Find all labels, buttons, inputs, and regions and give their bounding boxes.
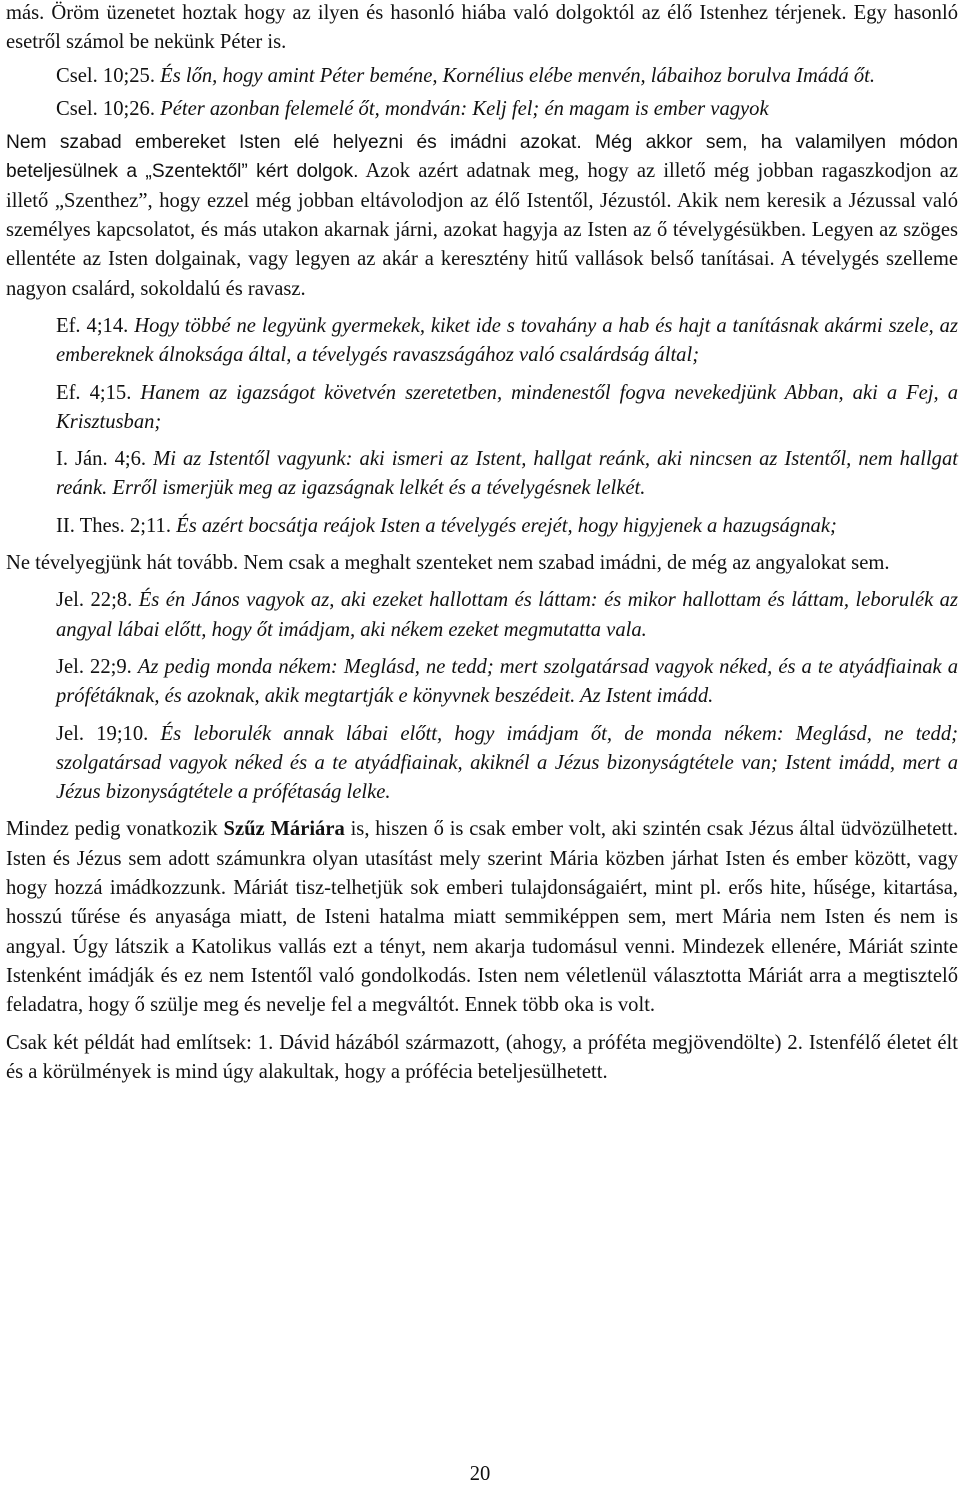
paragraph-mary [0, 815, 960, 1020]
page-number: 20 [469, 1463, 491, 1485]
scripture-1john-4-6 [0, 445, 960, 504]
scripture-reference: Ef. 4;15. [56, 381, 132, 404]
scripture-reference: Jel. 19;10. [56, 722, 149, 745]
paragraph-sans-text: Nem szabad embereket Isten elé helyezni és imádni azokat. Még akkor sem, ha valamilyen módon beteljesülnek a „Szentektől” kért dolgok. [6, 132, 958, 183]
paragraph-intro [0, 0, 960, 58]
paragraph-worship-saints [0, 128, 960, 304]
scripture-acts-10-25 [0, 62, 960, 91]
paragraph-angels-text: Ne tévelyegjünk hát tovább. Nem csak a meghalt szenteket nem szabad imádni, de még az angyalokat sem. [6, 552, 890, 575]
paragraph-angels [0, 549, 960, 578]
paragraph-mary-post: is, hiszen ő is csak ember volt, aki szintén csak Jézus által üdvözülhetett. Isten és Jézus sem adott számunkra olyan utasítást mely szerint Mária közben járhat Isten és ember között, vagy hogy hozzá imádkozzunk. Máriát tisz-telhetjük sok emberi tulajdonságaiért, mint pl. erős hite, hűsége, kitartása, hosszú tűrése és anyasága miatt, de Isteni hatalma miatt semmiképpen sem, mert Mária nem Isten és nem is angyal. Úgy látszik a Katolikus vallás ezt a tényt, nem akarja tudomásul venni. Mindezek ellenére, Máriát szinte Istenként imádják és ez nem Istentől való gondolkodás. Isten nem véletlenül választotta Máriát arra a megtisztelő feladatra, hogy ő szülje meg és nevelje fel a megváltót. Ennek több oka is volt. [6, 818, 958, 1017]
paragraph-examples [0, 1029, 960, 1088]
scripture-reference: Jel. 22;9. [56, 655, 132, 678]
scripture-quote: Péter azonban felemelé őt, mondván: Kelj fel; én magam is ember vagyok [160, 97, 769, 120]
scripture-quote: És lőn, hogy amint Péter beméne, Kornélius elébe menvén, lábaihoz borulva Imádá őt. [160, 64, 876, 87]
scripture-quote: Hanem az igazságot követvén szeretetben, mindenestől fogva nevekedjünk Abban, aki a Fej, a Krisztusban; [56, 381, 958, 433]
paragraph-serif-text: Azok azért adatnak meg, hogy az illető még jobban ragaszkodjon az illető „Szenthez”, hogy ezzel még jobban eltávolodjon az élő Istentől, Jézustól. Akik nem keresik a Jézussal való személyes kapcsolatot, és más utakon akarnak járni, azokat hagyja az Isten az ő tévelygésükben. Legyen az szöges ellentéte az Isten dolgainak, vagy legyen az akár a keresztény hitű vallások belső tanításai. A tévelygés szelleme nagyon csalárd, sokoldalú és ravasz. [6, 160, 959, 300]
scripture-reference: Csel. 10;26. [56, 97, 155, 120]
scripture-reference: Ef. 4;14. [56, 314, 129, 337]
scripture-eph-4-14 [0, 312, 960, 371]
scripture-quote: Hogy többé ne legyünk gyermekek, kiket ide s tovahány a hab és hajt a tanításnak akármi szele, az embereknek álnoksága által, a tévelygés ravaszságához való csalárdság által; [56, 314, 958, 367]
paragraph-mary-pre: Mindez pedig vonatkozik [6, 818, 218, 841]
scripture-rev-19-10 [0, 720, 960, 808]
scripture-reference: II. Thes. 2;11. [56, 514, 171, 537]
paragraph-examples-text: Csak két példát had említsek: 1. Dávid házából származott, (ahogy, a próféta megjövendölte) 2. Istenfélő életet élt és a körülmények is mind úgy alakultak, hogy a prófécia beteljesülhetett. [6, 1031, 958, 1083]
scripture-quote: Az pedig monda nékem: Meglásd, ne tedd; mert szolgatársad vagyok néked, és a te atyádfiainak a prófétáknak, és azoknak, akik megtartják e könyvnek beszédeit. Az Istent imádd. [56, 655, 959, 708]
scripture-2thess-2-11 [0, 512, 960, 541]
scripture-rev-22-9 [0, 653, 960, 712]
scripture-eph-4-15 [0, 379, 960, 438]
scripture-quote: És azért bocsátja reájok Isten a tévelygés erejét, hogy higyjenek a hazugságnak; [176, 514, 837, 537]
scripture-acts-10-26 [0, 95, 960, 124]
paragraph-intro-text: más. Öröm üzenetet hoztak hogy az ilyen és hasonló hiába való dolgoktól az élő Istenhez térjenek. Egy hasonló esetről számol be nekünk Péter is. [6, 2, 958, 54]
scripture-reference: Csel. 10;25. [56, 64, 155, 87]
paragraph-mary-bold: Szűz Máriára [223, 818, 345, 841]
scripture-quote: És leborulék annak lábai előtt, hogy imádjam őt, de monda nékem: Meglásd, ne tedd; szolgatársad vagyok néked és a te atyádfiainak, akiknél a Jézus bizonyságtétele van; Istent imádd, mert a Jézus bizonyságtétele a prófétaság lelke. [56, 722, 959, 804]
scripture-rev-22-8 [0, 586, 960, 645]
scripture-quote: És én János vagyok az, aki ezeket hallottam és láttam: és mikor hallottam és láttam, leborulék az angyal lábai előtt, hogy őt imádjam, aki nékem ezeket megmutatta vala. [56, 589, 958, 641]
scripture-reference: I. Ján. 4;6. [56, 448, 147, 471]
scripture-quote: Mi az Istentől vagyunk: aki ismeri az Istent, hallgat reánk, aki nincsen az Istentől, nem hallgat reánk. Erről ismerjük meg az igazságnak lelkét és a tévelygésnek lelkét. [56, 448, 958, 500]
scripture-reference: Jel. 22;8. [56, 589, 133, 612]
